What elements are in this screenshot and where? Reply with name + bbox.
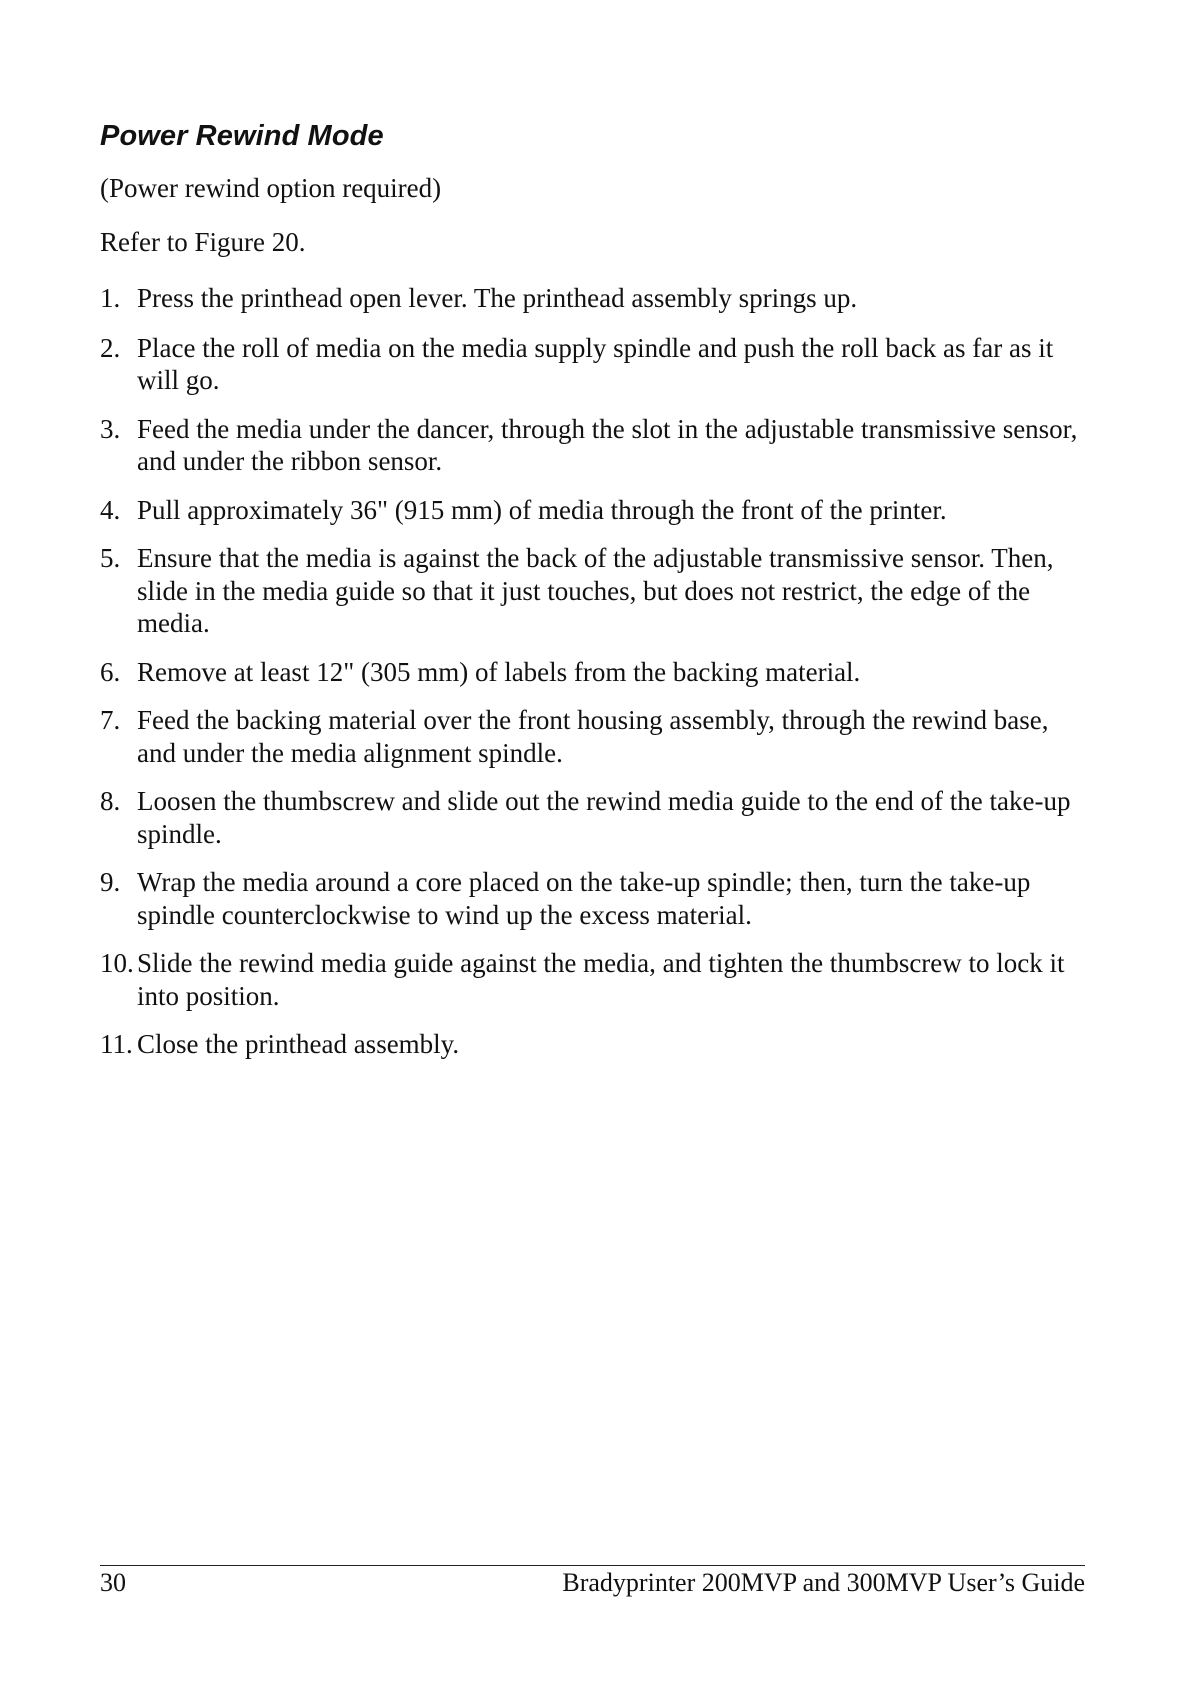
step-number: 1.	[100, 283, 121, 313]
step-number: 5.	[100, 543, 121, 573]
step-text: Remove at least 12" (305 mm) of labels from the backing material.	[137, 656, 861, 687]
procedure-steps	[100, 282, 1090, 1061]
step-item	[100, 413, 1090, 478]
step-item	[100, 282, 1090, 315]
step-number: 4.	[100, 494, 121, 525]
step-text: Feed the media under the dancer, through the slot in the adjustable transmissive sensor, and under the ribbon sensor.	[137, 413, 1078, 476]
step-text: Loosen the thumbscrew and slide out the rewind media guide to the end of the take-up spindle.	[137, 786, 1071, 849]
step-text: Press the printhead open lever. The printhead assembly springs up.	[137, 283, 858, 313]
step-number: 2.	[100, 332, 121, 363]
step-text: Place the roll of media on the media supply spindle and push the roll back as far as it will go.	[137, 332, 1054, 395]
section-heading: Power Rewind Mode	[100, 120, 384, 152]
guide-title: Bradyprinter 200MVP and 300MVP User’s Guide	[562, 1568, 1085, 1597]
step-text: Pull approximately 36" (915 mm) of media through the front of the printer.	[137, 494, 947, 525]
step-item	[100, 785, 1090, 850]
step-item	[100, 332, 1090, 397]
footer-divider	[100, 1565, 1085, 1566]
step-text: Slide the rewind media guide against the media, and tighten the thumbscrew to lock it into position.	[137, 948, 1065, 1011]
step-number: 3.	[100, 413, 121, 444]
step-text: Close the printhead assembly.	[137, 1029, 460, 1059]
step-item	[100, 656, 1090, 689]
figure-reference: Refer to Figure 20.	[100, 227, 306, 257]
option-note: (Power rewind option required)	[100, 173, 442, 203]
step-number: 6.	[100, 656, 121, 687]
step-number: 11.	[100, 1029, 133, 1059]
step-item	[100, 542, 1090, 640]
step-item	[100, 494, 1090, 527]
step-item	[100, 1028, 1090, 1061]
step-number: 10.	[100, 948, 134, 978]
step-number: 7.	[100, 705, 121, 735]
step-number: 9.	[100, 867, 121, 897]
step-item	[100, 947, 1090, 1012]
step-text: Ensure that the media is against the back of the adjustable transmissive sensor. Then, slide in the media guide so that it just touches, but does not restrict, the edge of the media.	[137, 543, 1054, 638]
step-number: 8.	[100, 786, 121, 816]
step-item	[100, 704, 1090, 769]
step-text: Feed the backing material over the front housing assembly, through the rewind base, and under the media alignment spindle.	[137, 705, 1049, 768]
step-item	[100, 866, 1090, 931]
page-number: 30	[100, 1568, 126, 1597]
step-text: Wrap the media around a core placed on the take-up spindle; then, turn the take-up spindle counterclockwise to wind up the excess material.	[137, 867, 1031, 930]
